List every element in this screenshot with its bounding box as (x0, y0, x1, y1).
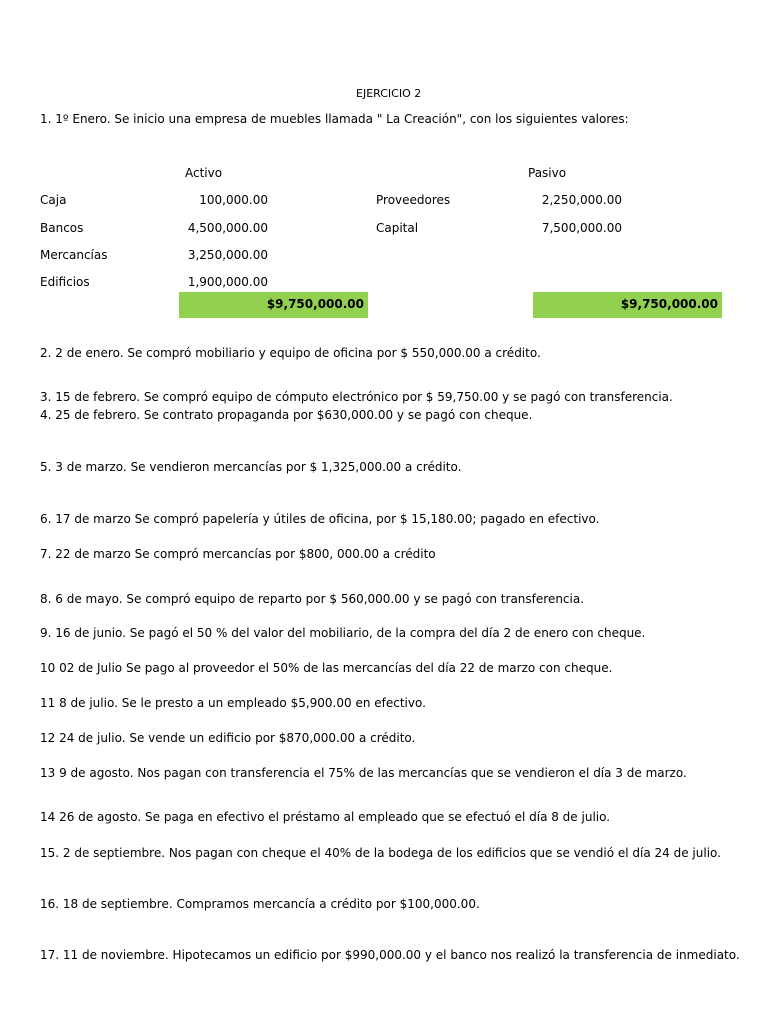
intro-line: 1. 1º Enero. Se inicio una empresa de muebles llamada " La Creación", con los siguientes valores: (40, 112, 629, 126)
activo-total: $9,750,000.00 (266, 297, 364, 311)
pasivo-value-capital: 7,500,000.00 (541, 221, 622, 235)
activo-value-edificios: 1,900,000.00 (187, 275, 268, 289)
line-14: 14 26 de agosto. Se paga en efectivo el préstamo al empleado que se efectuó el día 8 de julio. (40, 810, 611, 824)
activo-label-edificios: Edificios (40, 275, 90, 289)
activo-label-mercancias: Mercancías (40, 248, 108, 262)
pasivo-label-capital: Capital (376, 221, 419, 235)
line-9: 9. 16 de junio. Se pagó el 50 % del valor del mobiliario, de la compra del día 2 de enero con cheque. (40, 626, 646, 640)
line-3: 3. 15 de febrero. Se compró equipo de cómputo electrónico por $ 59,750.00 y se pagó con transferencia. (40, 390, 673, 404)
pasivo-value-proveedores: 2,250,000.00 (541, 193, 622, 207)
pasivo-total-box (533, 292, 722, 318)
page-title: EJERCICIO 2 (356, 87, 422, 100)
line-15: 15. 2 de septiembre. Nos pagan con cheque el 40% de la bodega de los edificios que se vendió el día 24 de julio. (40, 846, 721, 860)
line-6: 6. 17 de marzo Se compró papelería y útiles de oficina, por $ 15,180.00; pagado en efectivo. (40, 512, 600, 526)
pasivo-heading: Pasivo (528, 166, 567, 180)
activo-value-caja: 100,000.00 (199, 193, 268, 207)
line-10: 10 02 de Julio Se pago al proveedor el 50% de las mercancías del día 22 de marzo con cheque. (40, 661, 613, 675)
activo-value-bancos: 4,500,000.00 (187, 221, 268, 235)
line-4: 4. 25 de febrero. Se contrato propaganda por $630,000.00 y se pagó con cheque. (40, 408, 533, 422)
line-13: 13 9 de agosto. Nos pagan con transferencia el 75% de las mercancías que se vendieron el día 3 de marzo. (40, 766, 687, 780)
line-8: 8. 6 de mayo. Se compró equipo de reparto por $ 560,000.00 y se pagó con transferencia. (40, 592, 585, 606)
pasivo-total: $9,750,000.00 (620, 297, 718, 311)
line-12: 12 24 de julio. Se vende un edificio por $870,000.00 a crédito. (40, 731, 416, 745)
activo-value-mercancias: 3,250,000.00 (187, 248, 268, 262)
activo-label-caja: Caja (40, 193, 67, 207)
line-2: 2. 2 de enero. Se compró mobiliario y equipo de oficina por $ 550,000.00 a crédito. (40, 346, 541, 360)
line-17: 17. 11 de noviembre. Hipotecamos un edificio por $990,000.00 y el banco nos realizó la transferencia de inmediato. (40, 948, 740, 962)
activo-heading: Activo (185, 166, 223, 180)
activo-label-bancos: Bancos (40, 221, 84, 235)
line-7: 7. 22 de marzo Se compró mercancías por $800, 000.00 a crédito (40, 547, 436, 561)
activo-total-box (179, 292, 368, 318)
pasivo-label-proveedores: Proveedores (376, 193, 451, 207)
line-16: 16. 18 de septiembre. Compramos mercancía a crédito por $100,000.00. (40, 897, 480, 911)
line-5: 5. 3 de marzo. Se vendieron mercancías por $ 1,325,000.00 a crédito. (40, 460, 462, 474)
line-11: 11 8 de julio. Se le presto a un empleado $5,900.00 en efectivo. (40, 696, 426, 710)
